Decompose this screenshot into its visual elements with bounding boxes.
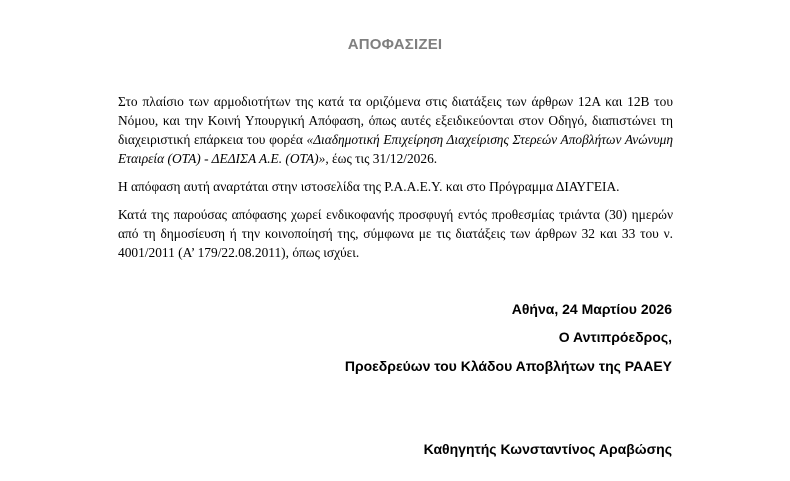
signature-place-date: Αθήνα, 24 Μαρτίου 2026 — [511, 301, 672, 317]
signatory-name: Καθηγητής Κωνσταντίνος Αραβώσης — [423, 441, 672, 457]
paragraph-1-text: Στο πλαίσιο των αρμοδιοτήτων της κατά τα οριζόμενα στις διατάξεις των άρθρων 12Α και 12Β του Νόμου, και την Κοινή Υπουργική Απόφαση, όπως αυτές εξειδικεύονται στον Οδηγό, διαπιστώνει τη διαχειριστική επάρκεια του φορέα — [118, 94, 673, 147]
decision-paragraph-3: Κατά της παρούσας απόφασης χωρεί ενδικοφανής προσφυγή εντός προθεσμίας τριάντα (30) ημερών από τη δημοσίευση ή την κοινοποίησή της, σύμφωνα με τις διατάξεις των άρθρων 32 και 33 του ν. 4001/2011 (Α’ 179/22.08.2011), όπως ισχύει. — [118, 207, 673, 260]
paragraph-1-deadline: , έως τις 31/12/2026. — [325, 151, 438, 166]
decision-paragraph-1 — [118, 92, 673, 168]
signature-title: Ο Αντιπρόεδρος, — [558, 329, 672, 345]
signature-role: Προεδρεύων του Κλάδου Αποβλήτων της ΡΑΑΕΥ — [344, 358, 672, 374]
entity-name: «Διαδημοτική Επιχείρηση Διαχείρισης Στερεών Αποβλήτων Ανώνυμη Εταιρεία (ΟΤΑ) - ΔΕΔΙΣΑ Α.Ε. (ΟΤΑ)» — [118, 132, 673, 166]
decision-heading: ΑΠΟΦΑΣΙΖΕΙ — [347, 36, 443, 53]
decision-paragraph-2: Η απόφαση αυτή αναρτάται στην ιστοσελίδα της Ρ.Α.Α.Ε.Υ. και στο Πρόγραμμα ΔΙΑΥΓΕΙΑ. — [118, 179, 620, 194]
